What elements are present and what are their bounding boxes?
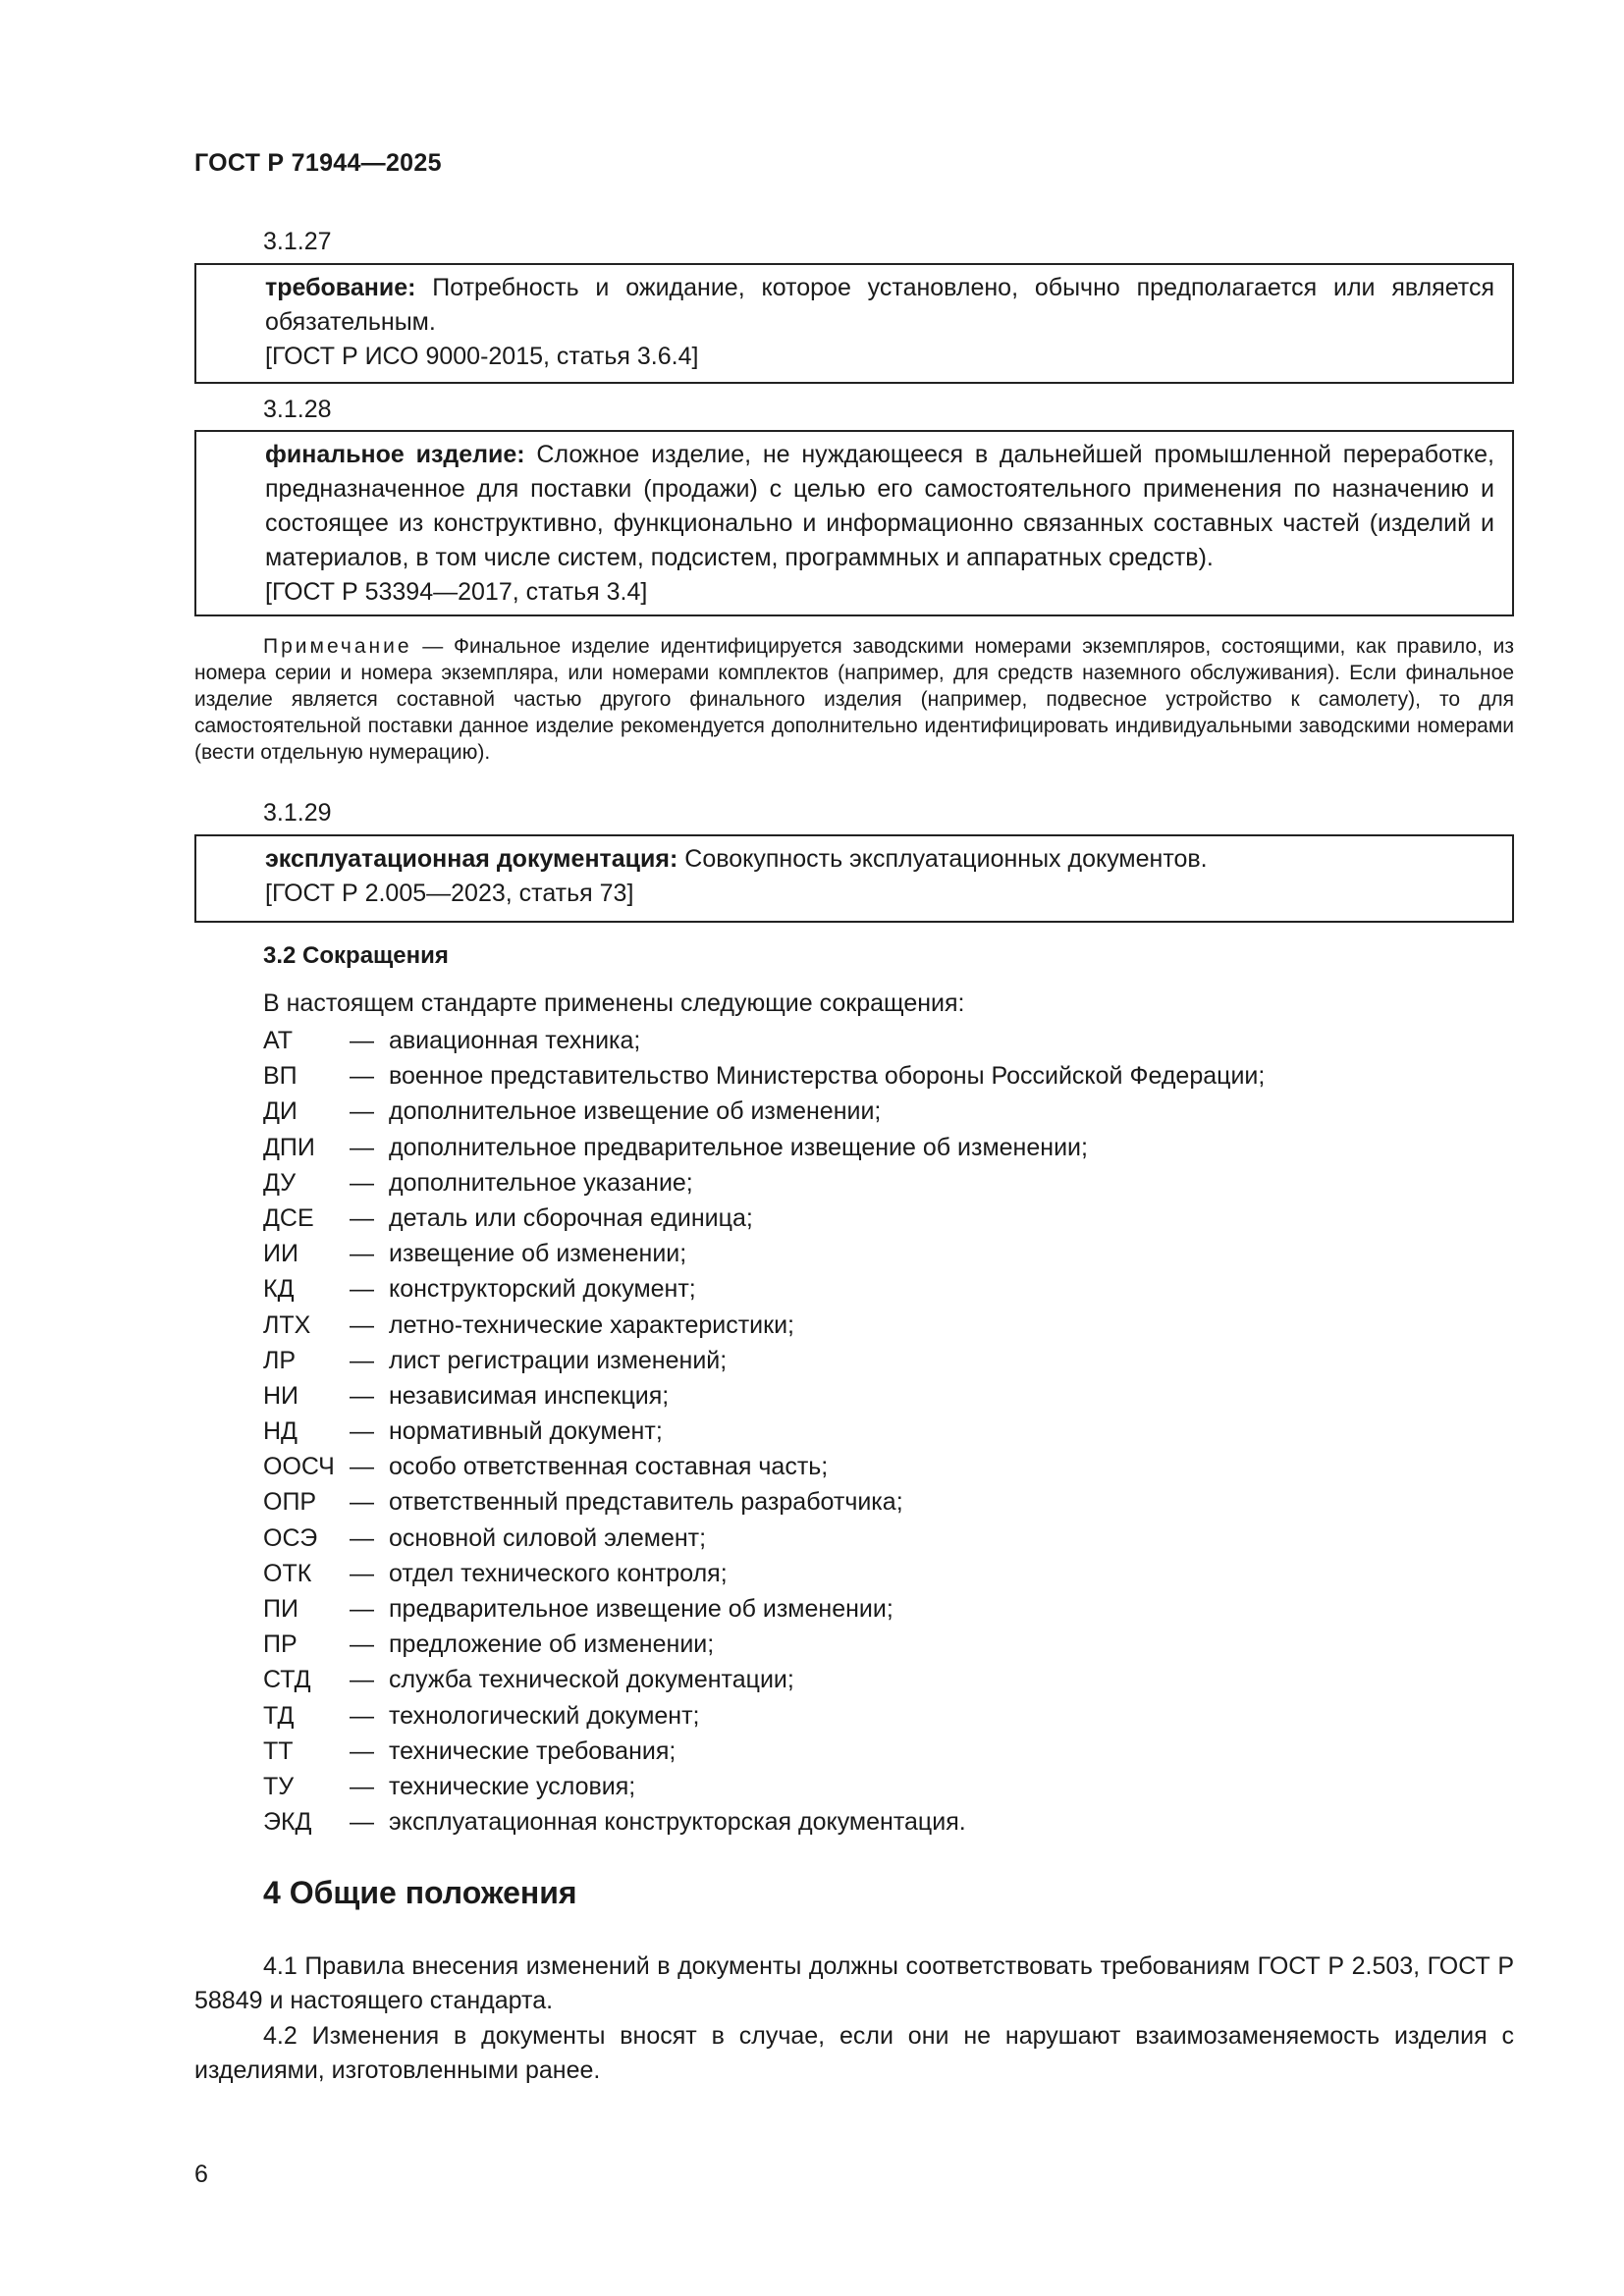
- abbreviation-meaning: деталь или сборочная единица;: [389, 1203, 753, 1232]
- abbreviation-dash: —: [350, 1346, 374, 1374]
- section-heading: 4 Общие положения: [263, 1875, 577, 1910]
- abbreviation-dash: —: [350, 1808, 374, 1837]
- abbreviation-meaning: служба технической документации;: [389, 1666, 794, 1694]
- abbreviation: ТД: [263, 1701, 295, 1730]
- term-definition: Сложное изделие, не нуждающееся в дальнейшей промышленной переработке, предназначенное для поставки (продажи) с целью его самостоятельного применения по назначению и состоящее из конструктивно, функционально и информационно связанных составных частей (изделий и материалов, в том числе систем, подсистем, программных и аппаратных средств).: [265, 441, 1494, 571]
- abbreviation: ИИ: [263, 1240, 298, 1268]
- abbreviation-dash: —: [350, 1559, 374, 1587]
- abbreviation-row: [263, 1698, 1265, 1734]
- paragraph: 4.1 Правила внесения изменений в документы должны соответствовать требованиям ГОСТ Р 2.503, ГОСТ Р 58849 и настоящего стандарта.: [194, 1952, 1514, 2014]
- abbreviation-row: [263, 1556, 1265, 1591]
- abbreviation: СТД: [263, 1666, 311, 1694]
- term-source: [ГОСТ Р 2.005—2023, статья 73]: [265, 880, 634, 907]
- abbreviation-meaning: предварительное извещение об изменении;: [389, 1595, 893, 1623]
- abbreviation: ПИ: [263, 1595, 298, 1623]
- abbreviation-meaning: конструкторский документ;: [389, 1275, 696, 1304]
- abbreviation-dash: —: [350, 1595, 374, 1623]
- abbreviation-meaning: основной силовой элемент;: [389, 1523, 707, 1552]
- abbreviation-meaning: нормативный документ;: [389, 1417, 663, 1446]
- abbreviation-dash: —: [350, 1417, 374, 1446]
- abbreviation-row: [263, 1201, 1265, 1236]
- abbreviation-row: [263, 1094, 1265, 1129]
- abbreviation-row: [263, 1521, 1265, 1556]
- abbreviation-meaning: независимая инспекция;: [389, 1381, 670, 1410]
- abbreviation-meaning: отдел технического контроля;: [389, 1559, 728, 1587]
- abbreviation: ВП: [263, 1062, 298, 1091]
- term-name: требование:: [265, 274, 416, 301]
- abbreviation-row: [263, 1165, 1265, 1201]
- abbreviation-meaning: дополнительное предварительное извещение об изменении;: [389, 1133, 1088, 1161]
- abbreviations-intro: В настоящем стандарте применены следующие сокращения:: [263, 989, 965, 1017]
- abbreviation: ЭКД: [263, 1808, 312, 1837]
- abbreviation-row: [263, 1662, 1265, 1697]
- abbreviation-dash: —: [350, 1275, 374, 1304]
- section-heading: 3.2 Сокращения: [263, 942, 449, 969]
- note: [194, 633, 1514, 766]
- abbreviation-dash: —: [350, 1736, 374, 1765]
- abbreviation: НД: [263, 1417, 298, 1446]
- abbreviation-meaning: авиационная техника;: [389, 1027, 641, 1054]
- abbreviation-dash: —: [350, 1310, 374, 1339]
- abbreviation-meaning: особо ответственная составная часть;: [389, 1453, 829, 1481]
- term-source: [ГОСТ Р ИСО 9000-2015, статья 3.6.4]: [265, 343, 699, 370]
- abbreviation: КД: [263, 1275, 295, 1304]
- abbreviation: ДСЕ: [263, 1203, 314, 1232]
- paragraph: 4.2 Изменения в документы вносят в случае, если они не нарушают взаимозаменяемость изделия с изделиями, изготовленными ранее.: [194, 2022, 1514, 2084]
- abbreviation-row: [263, 1058, 1265, 1094]
- abbreviation-dash: —: [350, 1630, 374, 1659]
- abbreviation-meaning: предложение об изменении;: [389, 1630, 715, 1659]
- abbreviation-row: [263, 1343, 1265, 1378]
- abbreviation-dash: —: [350, 1666, 374, 1694]
- term-definition: Совокупность эксплуатационных документов.: [677, 845, 1208, 873]
- abbreviation: ООСЧ: [263, 1453, 335, 1481]
- abbreviation: ОСЭ: [263, 1523, 318, 1552]
- abbreviation: ДПИ: [263, 1133, 315, 1161]
- abbreviation-dash: —: [350, 1453, 374, 1481]
- abbreviation-meaning: лист регистрации изменений;: [389, 1346, 728, 1374]
- abbreviation-dash: —: [350, 1381, 374, 1410]
- abbreviation-meaning: технологический документ;: [389, 1701, 700, 1730]
- abbreviation-row: [263, 1414, 1265, 1449]
- abbreviation: ПР: [263, 1630, 298, 1659]
- abbreviation-row: [263, 1627, 1265, 1662]
- abbreviation-meaning: технические условия;: [389, 1772, 636, 1800]
- abbreviations-list: [263, 1023, 1265, 1840]
- abbreviation-dash: —: [350, 1168, 374, 1197]
- term-box: [194, 834, 1514, 923]
- term-box: [194, 430, 1514, 616]
- abbreviation-row: [263, 1130, 1265, 1165]
- abbreviation-dash: —: [350, 1133, 374, 1161]
- abbreviation-meaning: ответственный представитель разработчика;: [389, 1488, 903, 1517]
- abbreviation-row: [263, 1308, 1265, 1343]
- abbreviation: НИ: [263, 1381, 299, 1410]
- abbreviation-dash: —: [350, 1488, 374, 1517]
- abbreviation-dash: —: [350, 1772, 374, 1800]
- term-name: финальное изделие:: [265, 441, 525, 468]
- term-definition: Потребность и ожидание, которое установлено, обычно предполагается или является обязательным.: [265, 274, 1494, 336]
- term-number: 3.1.29: [263, 799, 332, 827]
- abbreviation-row: [263, 1378, 1265, 1414]
- abbreviation-row: [263, 1236, 1265, 1271]
- abbreviation-dash: —: [350, 1240, 374, 1268]
- term-number: 3.1.28: [263, 396, 332, 423]
- abbreviation-dash: —: [350, 1062, 374, 1091]
- abbreviation: ДУ: [263, 1168, 297, 1197]
- abbreviation-row: [263, 1271, 1265, 1307]
- abbreviation-dash: —: [350, 1701, 374, 1730]
- abbreviation-meaning: технические требования;: [389, 1736, 677, 1765]
- page-number: 6: [194, 2161, 208, 2188]
- abbreviation-row: [263, 1769, 1265, 1804]
- abbreviation-meaning: эксплуатационная конструкторская документация.: [389, 1808, 966, 1837]
- abbreviation-row: [263, 1591, 1265, 1627]
- abbreviation: ЛР: [263, 1346, 297, 1374]
- note-text: — Финальное изделие идентифицируется заводскими номерами экземпляров, состоящими, как правило, из номера серии и номера экземпляра, или номерами комплектов (например, для средств наземного обслуживания). Если финальное изделие является составной частью другого финального изделия (например, подвесное устройство к самолету), то для самостоятельной поставки данное изделие рекомендуется дополнительно идентифицировать индивидуальными заводскими номерами (вести отдельную нумерацию).: [194, 635, 1514, 764]
- abbreviation: ДИ: [263, 1097, 298, 1126]
- abbreviation-row: [263, 1449, 1265, 1484]
- term-source: [ГОСТ Р 53394—2017, статья 3.4]: [265, 578, 648, 606]
- document-header: ГОСТ Р 71944—2025: [194, 149, 442, 177]
- abbreviation-dash: —: [350, 1027, 374, 1054]
- term-number: 3.1.27: [263, 228, 332, 255]
- term-name: эксплуатационная документация:: [265, 845, 678, 873]
- abbreviation-dash: —: [350, 1523, 374, 1552]
- abbreviation-row: [263, 1023, 1265, 1058]
- abbreviation-meaning: военное представительство Министерства обороны Российской Федерации;: [389, 1062, 1266, 1091]
- abbreviation: ОТК: [263, 1559, 312, 1587]
- abbreviation-meaning: дополнительное указание;: [389, 1168, 693, 1197]
- abbreviation: ТТ: [263, 1736, 294, 1765]
- abbreviation-meaning: летно-технические характеристики;: [389, 1310, 794, 1339]
- abbreviation-dash: —: [350, 1097, 374, 1126]
- abbreviation: ОПР: [263, 1488, 317, 1517]
- abbreviation-row: [263, 1804, 1265, 1840]
- note-label: Примечание: [263, 635, 412, 658]
- abbreviation: ТУ: [263, 1772, 295, 1800]
- abbreviation-row: [263, 1484, 1265, 1520]
- abbreviation: ЛТХ: [263, 1310, 311, 1339]
- abbreviation-dash: —: [350, 1203, 374, 1232]
- abbreviation-row: [263, 1734, 1265, 1769]
- term-box: [194, 263, 1514, 384]
- abbreviation: АТ: [263, 1027, 293, 1054]
- abbreviation-meaning: дополнительное извещение об изменении;: [389, 1097, 882, 1126]
- abbreviation-meaning: извещение об изменении;: [389, 1240, 687, 1268]
